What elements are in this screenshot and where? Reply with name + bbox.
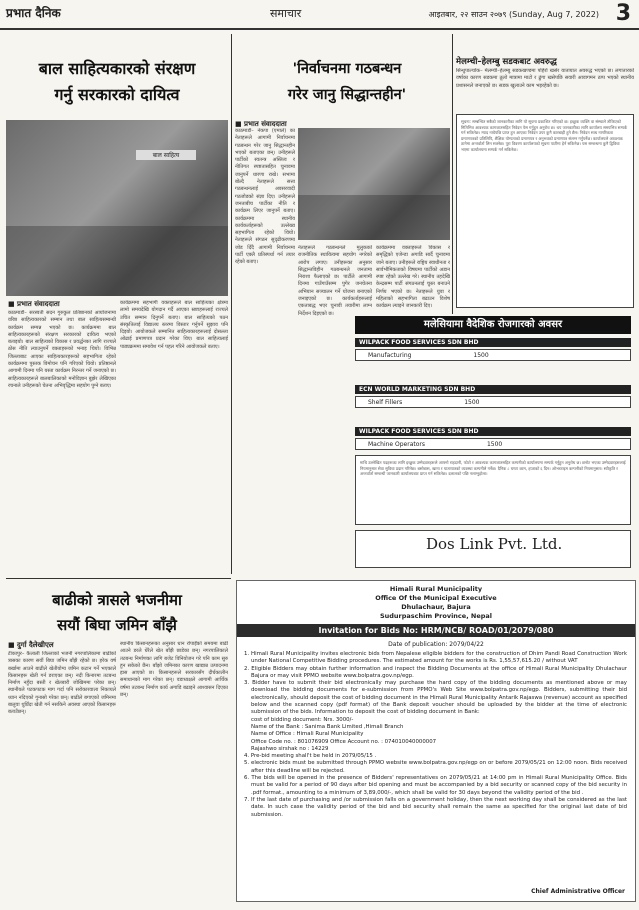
tender-office: Office Of the Municipal Executive xyxy=(375,594,497,602)
divider-story2-right xyxy=(452,34,453,314)
tender-item-5: 5. electronic bids must be submitted through PPMO website www.bolpatra.gov.np/egp on or before 2079/05/21 on 12:00 noon. Bids received after this deadline will be rejected. xyxy=(244,760,627,774)
story3-column-2: स्थानीय किसानहरूका अनुसार धान रोपाइँको समयमा बाढी आउने डरले धेरैले खेत बाँझै छाडेका छन्। नगरपालिकाले तटबन्ध निर्माणका लागि बजेट विनियोजन गरे पनि काम सुरु हुन सकेको छैन। बाँझो जमिनका कारण खाद्यान्न उत्पादनमा ह्रास आएको छ। किसानहरूले सरकारसँग दीर्घकालीन समाधानको माग गरेका छन्। वडाध्यक्षले आगामी आर्थिक वर्षमा तटबन्ध निर्माण कार्य अगाडि बढाइने आश्वासन दिएका छन्। xyxy=(120,641,228,699)
story3-headline-line2: सयौं बिघा जमिन बाँझै xyxy=(57,616,177,634)
tender-office-name: Name of Office : Himali Rural Municipality xyxy=(251,731,364,738)
story2-headline-line1: 'निर्वाचनमा गठबन्धन xyxy=(292,61,402,77)
malaysia-ad-details-text: माथि उल्लेखित पदहरूका लागि इच्छुक उम्मेदवारहरूले आफ्नो राहदानी, फोटो र आवश्यक कागजातसहित कम्पनीको कार्यालयमा सम्पर्क गर्नुहुन अनुरोध छ। छनोट भएका उम्मेदवारहरूलाई नियमानुसार सेवा सुविधा प्रदान गरिनेछ। बसोबास, खाना र यातायातको व्यवस्था कम्पनीले गर्नेछ। दैनिक ८ घण्टा काम, हप्ताको ६ दिन। ओभरटाइम कम्पनीको नियमानुसार। स्वीकृति र अन्तर्वार्ता सम्बन्धी जानकारी कार्यालयबाट प्राप्त गर्न सकिनेछ। दलालको पछि नलाग्नुहोला। xyxy=(360,460,626,477)
story1-byline: ■ प्रभात संवाददाता xyxy=(8,300,60,308)
page-header xyxy=(0,0,639,30)
job1-row xyxy=(355,349,631,361)
job1-company: WILPACK FOOD SERVICES SDN BHD xyxy=(355,338,631,347)
job2-company: ECN WORLD MARKETING SDN BHD xyxy=(355,385,631,394)
divider-story3-top xyxy=(6,578,231,579)
tender-location: Dhulachaur, Bajura xyxy=(401,603,471,611)
public-notice-text: सूचना: सम्बन्धित सबैको जानकारीका लागि यो सूचना प्रकाशित गरिएको छ। इच्छुक व्यक्ति वा संस्थाले तोकिएको मितिभित्र आवश्यक कागजातसहित निवेदन पेस गर्नुहुन अनुरोध छ। थप जानकारीका लागि कार्यालय समयभित्र सम्पर्क गर्न सकिनेछ। म्याद नाघेपछि प्राप्त हुन आएका निवेदन उपर कुनै कारबाही हुने छैन। निवेदन साथ नागरिकता प्रमाणपत्रको प्रतिलिपि, शैक्षिक योग्यताको प्रमाणपत्र र अनुभवको प्रमाणपत्र संलग्न गर्नुपर्नेछ। कार्यालयले आवश्यक ठानेमा अन्तर्वार्ता लिन सक्नेछ। पूरा विवरण कार्यालयको सूचना पाटीमा हेर्न सकिनेछ। यस सम्बन्धमा कुनै द्विविधा भएमा कार्यालयमा सम्पर्क गर्न सकिनेछ। xyxy=(461,119,628,152)
story1-headline-line2: गर्नु सरकारको दायित्व xyxy=(54,85,180,104)
tender-cost: cost of bidding document: Nrs. 3000/- xyxy=(251,716,354,723)
tender-office-code: Office Code no. : 801076909 Office Account no. : 074010040000007 xyxy=(251,738,437,745)
tender-item-7: 7. If the last date of purchasing and /or submission falls on a government holiday, then the next working day shall be considered as the last date. In such case the validity period of the bid and bid security shall remain the same as specified for the original last date of bid submission. xyxy=(244,796,627,818)
photo-banner: बाल साहित्य xyxy=(136,150,196,160)
divider-story1-right xyxy=(231,34,232,574)
story2-photo xyxy=(298,128,450,240)
section-title: समाचार xyxy=(270,7,302,20)
story1-column-2: कार्यक्रममा सहभागी वक्ताहरूले बाल साहित्यका क्षेत्रमा लामो समयदेखि योगदान गर्दै आएका स्रष्टाहरूलाई राज्यले उचित सम्मान दिनुपर्ने बताए। बाल साहित्यको पठन संस्कृतिलाई विद्यालय स्तरमा विस्तार गर्नुपर्ने सुझाव पनि दिइयो। आयोजकले सम्मानित साहित्यकारहरूलाई दोसल्ला ओढाई प्रमाणपत्र प्रदान गरेका थिए। बाल साहित्यलाई पाठ्यक्रममा समावेश गर्न पहल गरिने आयोजकले बताए। xyxy=(120,300,228,350)
job3-company: WILPACK FOOD SERVICES SDN BHD xyxy=(355,427,631,436)
story1-headline xyxy=(6,56,228,108)
job2-position: Shelf Fillers xyxy=(368,399,403,406)
job3-position: Machine Operators xyxy=(368,441,426,448)
job3-row xyxy=(355,438,631,450)
dos-link-name: Dos Link Pvt. Ltd. xyxy=(426,535,563,553)
tender-province: Sudurpaschim Province, Nepal xyxy=(379,612,493,620)
story1-headline-line1: बाल साहित्यकारको संरक्षण xyxy=(38,59,196,78)
story2-headline xyxy=(232,56,462,108)
story2-column-1: काठमाडौं– नेकपा (एमाले) का नेताहरूले आगामी निर्वाचनमा गठबन्धन गरेर जानु सिद्धान्तहीन भएको बताएका छन्। उनीहरूले पार्टीको स्वतन्त्र अस्तित्व र नीतिगत स्पष्टतासहित चुनावमा जानुपर्ने धारणा राखे। सभामा बोल्दै नेताहरूले सत्ता गठबन्धनलाई अवसरवादी गठजोडको संज्ञा दिए। उनीहरूले जनताबीच पार्टीका नीति र कार्यक्रम लिएर जानुपर्ने बताए। कार्यक्रममा स्थानीय कार्यकर्ताहरूको उल्लेख्य सहभागिता रहेको थियो। नेताहरूले संगठन सुदृढीकरणमा जोड दिँदै आगामी निर्वाचनमा पार्टी एक्लै प्रतिस्पर्धा गर्न तयार रहेको बताए। xyxy=(235,128,295,266)
story1-column-1: काठमाडौं– सरस्वती सदन गुरुकुल प्रतिष्ठानको आयोजनामा वरिष्ठ साहित्यकारको सम्मान तथा बाल साहित्यसम्बन्धी कार्यक्रम सम्पन्न भएको छ। कार्यक्रममा बाल साहित्यकारहरूको संरक्षण सरकारको दायित्व भएको बताइयो। बाल साहित्यको विकास र प्रवर्द्धनका लागि राज्यले ठोस नीति ल्याउनुपर्ने वक्ताहरूको भनाइ थियो। विभिन्न जिल्लाबाट आएका साहित्यकारहरूको सहभागिता रहेको कार्यक्रममा पुस्तक विमोचन पनि गरिएको थियो। प्रतिष्ठानले आगामी दिनमा पनि यस्ता कार्यक्रम निरन्तर गर्ने जनाएको छ। साहित्यकारहरूले बालबालिकाको मनोविज्ञान बुझेर लेखिएका रचनाले उनीहरूको चेतना अभिवृद्धिमा सहयोग पुग्ने बताए। xyxy=(8,310,116,389)
story3-headline-line1: बाढीको त्रासले भजनीमा xyxy=(52,591,182,609)
story1-photo xyxy=(6,120,228,296)
story3-byline: ■ दुर्गा दैलेखीएल xyxy=(8,641,54,649)
tender-rajashwo: Rajashwo sirshak no : 14229 xyxy=(251,745,329,752)
story2-column-2: नेताहरूले गठबन्धनले मुलुकको राजनीतिक स्थायित्वमा सहयोग नगरेको आरोप लगाए। उनीहरूका अनुसार सिद्धान्तविहीन गठबन्धनले जनतामा निराशा फैलाएको छ। पार्टीले आगामी दिनमा गाउँगाउँसम्म पुगेर जनचेतना अभियान सञ्चालन गर्ने योजना बनाएको जनाइएको छ। कार्यकर्ताहरूलाई एकताबद्ध भएर चुनावी तयारीमा लाग्न निर्देशन दिइएको छ। xyxy=(298,245,372,317)
paper-name: प्रभात दैनिक xyxy=(6,6,61,20)
issue-date: आइतबार, २२ साउन २०७९ (Sunday, Aug 7, 2022) xyxy=(428,10,599,19)
story2-byline: ■ प्रभात संवाददाता xyxy=(235,120,287,128)
tender-signature: Chief Administrative Officer xyxy=(531,888,625,895)
job1-salary: 1500 xyxy=(473,352,489,359)
tender-bank: Name of the Bank : Sanima Bank Limited ,Himali Branch xyxy=(251,723,404,730)
job1-position: Manufacturing xyxy=(368,352,412,359)
tender-item-2: 2. Eligible Bidders may obtain further information and inspect the Bidding Documents at the office of Himali Rural Municipality Dhulachaur Bajura or may visit PPMO website www.bolpatra.gov.np/egp. xyxy=(244,665,627,679)
job2-row xyxy=(355,396,631,408)
story2-column-3: कार्यक्रममा वक्ताहरूले विकास र समृद्धिको एजेन्डा अगाडि सार्दै चुनावमा जाने बताए। उनीहरूले राष्ट्रिय स्वाधीनता र सार्वभौमिकताको विषयमा पार्टीको अडान स्पष्ट रहेको उल्लेख गरे। स्थानीय तहदेखि केन्द्रसम्म पार्टी संगठनलाई चुस्त बनाउने निर्णय भएको छ। नेताहरूले युवा र महिलाको सहभागिता बढाउन विशेष कार्यक्रम ल्याइने जानकारी दिए। xyxy=(376,245,450,310)
page-number: 3 xyxy=(615,1,631,26)
story2-headline-line2: गरेर जानु सिद्धान्तहीन' xyxy=(287,87,407,103)
road-news-title: मेलम्ची–हेलम्बु सडकबाट अवरुद्ध xyxy=(456,57,557,67)
tender-item-6: 6. The bids will be opened in the presence of Bidders' representatives on 2079/05/21 at 14:00 pm in Himali Rural Municipality Office. Bids must be valid for a period of 90 days after bid opening and must be accompanied by a bid security or scanned copy of the bid security in .pdf format., amounting to a minimum of 3,89,000/-, which shall be valid for 30 days beyond the validity period of the bid . xyxy=(244,775,627,796)
tender-item-3: 3. Bidder have to submit their bid electronically may purchase the hard copy of the bidding documents as mentioned above or may download the bidding documents for e-submission from PPMO's Web Site www.bolpatra.gov.np/egp. Bidders, submitting their bid electronically, should deposit the cost of bidding document in the Himali Rural Municipality Antarik Rajaswa (revenue) account as specified below and the scanned copy (pdf format) of the Bank deposit voucher should be uploaded by the bidder at the time of electronic submission of the bids. Information to deposit the cost of bidding document in Bank: xyxy=(244,680,627,716)
tender-invitation: Invitation for Bids No: HRM/NCB/ ROAD/01/2079/080 xyxy=(237,624,635,637)
dos-link-ad xyxy=(355,530,631,568)
tender-item-4: 4. Pre-bid meeting shall't be held in 2079/05/15 . xyxy=(244,753,377,760)
tender-org-name: Himali Rural Municipality xyxy=(389,585,483,593)
story3-headline xyxy=(6,588,228,638)
job2-salary: 1500 xyxy=(464,399,480,406)
tender-item-1: 1. Himali Rural Municipality invites electronic bids from Nepalese eligible bidders for the construction of Dhim Pandi Road Construction Work under National Competitive Bidding procedures. The estimated amount for the works is Rs. 1,55,57,615.20 / without VAT xyxy=(244,651,627,665)
malaysia-ad-title: मलेसियामा वैदेशिक रोजगारको अवसर xyxy=(355,316,631,334)
job3-salary: 1500 xyxy=(486,441,503,448)
story3-column-1: टीकापुर– कैलाली जिल्लाको भजनी नगरपालिकामा बाढीको त्रासका कारण सयौं बिघा जमिन बाँझै रहेको छ। हरेक वर्ष बर्खामा आउने बाढीले खेतीयोग्य जमिन कटान गर्ने भएकाले किसानहरू खेती गर्न डराएका छन्। नदी किनारमा तटबन्ध निर्माण नहुँदा बस्ती र खेतबारी जोखिममा परेका छन्। स्थानीयले पटकपटक माग गर्दा पनि सरोकारवाला निकायले ध्यान नदिएको गुनासो गरेका छन्। बाढीले बगाएको जमिनमा बालुवा थुप्रिँदा खेती गर्न नसकिने अवस्था आएको किसानहरू बताउँछन्। xyxy=(8,651,116,716)
road-news-body: सिन्धुपाल्चोक– मेलम्ची–हेलम्बु सडकखण्डमा पहिरो खसेर यातायात अवरुद्ध भएको छ। लगातारको वर्षाका कारण सडकमा ठूलो मात्रामा माटो र ढुंगा खसेपछि सवारी आवागमन ठप्प भएको स्थानीय प्रशासनले जनाएको छ। सडक खुलाउने काम भइरहेको छ। xyxy=(456,68,634,89)
tender-notice xyxy=(236,580,636,902)
tender-pub-date: Date of publication: 2079/04/22 xyxy=(388,641,484,648)
malaysia-ad-details xyxy=(355,455,631,525)
public-notice xyxy=(456,114,634,308)
